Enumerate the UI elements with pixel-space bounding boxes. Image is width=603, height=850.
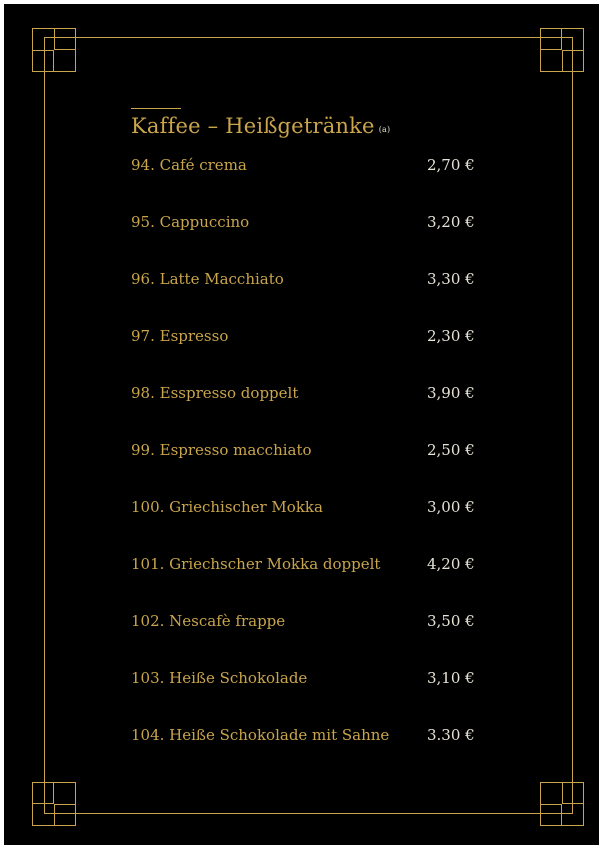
menu-item-name: 101. Griechscher Mokka doppelt bbox=[131, 555, 381, 573]
menu-item bbox=[131, 325, 491, 382]
menu-item-price: 3,30 € bbox=[427, 270, 475, 288]
menu-title-text: Kaffee – Heißgetränke bbox=[131, 114, 375, 138]
menu-item-price: 3.30 € bbox=[427, 726, 475, 744]
menu-item-price: 3,00 € bbox=[427, 498, 475, 516]
menu-item bbox=[131, 610, 491, 667]
corner-ornament-bottom-left bbox=[32, 782, 76, 826]
menu-item-price: 2,30 € bbox=[427, 327, 475, 345]
menu-title bbox=[131, 114, 390, 138]
corner-ornament-top-left bbox=[32, 28, 76, 72]
menu-item bbox=[131, 553, 491, 610]
menu-item-name: 104. Heiße Schokolade mit Sahne bbox=[131, 726, 390, 744]
menu-item-name: 94. Café crema bbox=[131, 156, 247, 174]
menu-item-list bbox=[131, 154, 491, 781]
menu-item-price: 3,50 € bbox=[427, 612, 475, 630]
menu-item bbox=[131, 667, 491, 724]
menu-item bbox=[131, 154, 491, 211]
menu-item-name: 98. Esspresso doppelt bbox=[131, 384, 299, 402]
menu-item-price: 2,70 € bbox=[427, 156, 475, 174]
title-divider bbox=[131, 108, 181, 109]
menu-item bbox=[131, 724, 491, 781]
menu-item bbox=[131, 382, 491, 439]
menu-item bbox=[131, 268, 491, 325]
menu-item-name: 103. Heiße Schokolade bbox=[131, 669, 308, 687]
menu-item-price: 2,50 € bbox=[427, 441, 475, 459]
menu-item bbox=[131, 211, 491, 268]
menu-item-price: 3,10 € bbox=[427, 669, 475, 687]
menu-item-name: 95. Cappuccino bbox=[131, 213, 250, 231]
menu-item-name: 99. Espresso macchiato bbox=[131, 441, 312, 459]
corner-ornament-bottom-right bbox=[540, 782, 584, 826]
menu-item-name: 96. Latte Macchiato bbox=[131, 270, 284, 288]
menu-item bbox=[131, 496, 491, 553]
menu-item-price: 4,20 € bbox=[427, 555, 475, 573]
corner-ornament-top-right bbox=[540, 28, 584, 72]
allergen-note: (a) bbox=[378, 125, 391, 134]
menu-page bbox=[4, 4, 599, 845]
menu-item-name: 100. Griechischer Mokka bbox=[131, 498, 323, 516]
menu-item bbox=[131, 439, 491, 496]
menu-item-name: 97. Espresso bbox=[131, 327, 229, 345]
menu-item-price: 3,20 € bbox=[427, 213, 475, 231]
menu-item-price: 3,90 € bbox=[427, 384, 475, 402]
menu-item-name: 102. Nescafè frappe bbox=[131, 612, 286, 630]
